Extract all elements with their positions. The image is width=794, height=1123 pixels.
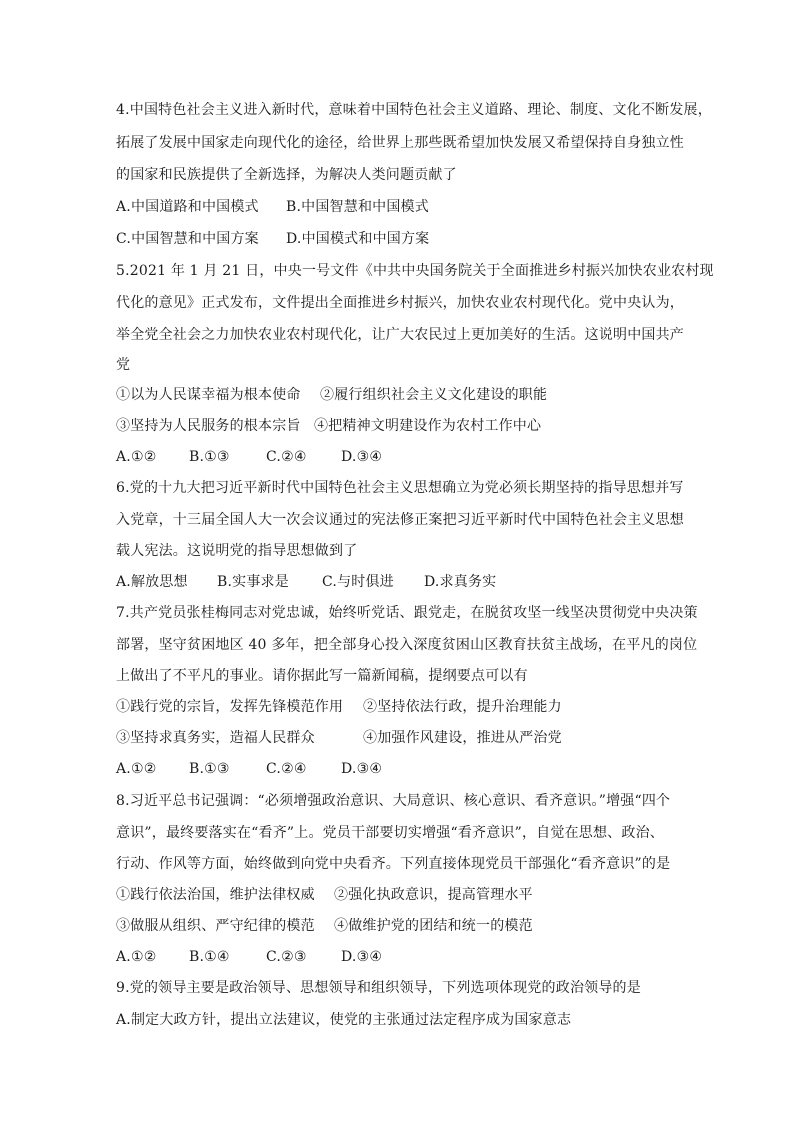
q4-stem-line-2: 拓展了发展中国家走向现代化的途径，给世界上那些既希望加快发展又希望保持自身独立性 [116, 135, 684, 151]
q8-statement-3: ③做服从组织、严守纪律的模范 [116, 918, 315, 934]
q5-option-b: B.①③ [189, 449, 230, 465]
q6-option-d: D.求真务实 [424, 574, 497, 590]
q7-option-c: C.②④ [266, 761, 307, 777]
q5-statement-3: ③坚持为人民服务的根本宗旨 [116, 418, 301, 434]
q7-option-b: B.①③ [189, 761, 230, 777]
q7-statement-2: ②坚持依法行政，提升治理能力 [363, 699, 562, 715]
q8-stem-line-3: 行动、作风等方面，始终做到向党中央看齐。下列直接体现党员干部强化“看齐意识”的是 [116, 856, 671, 872]
q4-stem-line-1: 4.中国特色社会主义进入新时代，意味着中国特色社会主义道路、理论、制度、文化不断发展， [116, 102, 712, 118]
q8-statement-4: ④做维护党的团结和统一的模范 [334, 918, 533, 934]
q7-statement-3: ③坚持求真务实，造福人民群众 [116, 730, 315, 746]
q5-option-d: D.③④ [341, 449, 383, 465]
q4-stem-line-3: 的国家和民族提供了全新选择，为解决人类问题贡献了 [116, 167, 457, 183]
q5-stem-line-3: 举全党全社会之力加快农业农村现代化，让广大农民过上更加美好的生活。这说明中国共产 [116, 327, 684, 343]
q7-stem-line-3: 上做出了不平凡的事业。请你据此写一篇新闻稿，提纲要点可以有 [116, 668, 528, 684]
q5-option-a: A.①② [116, 449, 157, 465]
q5-stem-line-4: 党 [116, 357, 131, 373]
q6-stem-line-3: 载人宪法。这说明党的指导思想做到了 [116, 543, 358, 559]
q4-option-d: D.中国模式和中国方案 [286, 231, 430, 247]
q8-statement-1: ①践行依法治国，维护法律权威 [116, 887, 315, 903]
q6-stem-line-2: 入党章，十三届全国人大一次会议通过的宪法修正案把习近平新时代中国特色社会主义思想 [116, 512, 684, 528]
q9-option-a: A.制定大政方针，提出立法建议，使党的主张通过法定程序成为国家意志 [116, 1012, 572, 1028]
q8-option-d: D.③④ [341, 949, 383, 965]
q6-option-a: A.解放思想 [116, 574, 188, 590]
q5-stem-line-2: 代化的意见》正式发布，文件提出全面推进乡村振兴，加快农业农村现代化。党中央认为， [116, 295, 684, 311]
q8-stem-line-1: 8.习近平总书记强调：“必须增强政治意识、大局意识、核心意识、看齐意识。”增强“四个 [116, 793, 671, 809]
q5-stem-line-1: 5.2021 年 1 月 21 日，中央一号文件《中共中央国务院关于全面推进乡村振兴加快农业农村现 [116, 263, 714, 279]
q7-statement-4: ④加强作风建设，推进从严治党 [363, 730, 562, 746]
q7-statement-1: ①践行党的宗旨，发挥先锋模范作用 [116, 699, 344, 715]
q8-option-b: B.①④ [189, 949, 230, 965]
q8-statement-2: ②强化执政意识，提高管理水平 [334, 887, 533, 903]
q8-option-c: C.②③ [266, 949, 307, 965]
q7-option-a: A.①② [116, 761, 157, 777]
q7-stem-line-2: 部署，坚守贫困地区 40 多年，把全部身心投入深度贫困山区教育扶贫主战场，在平凡的岗位 [116, 637, 698, 653]
q4-option-c: C.中国智慧和中国方案 [116, 231, 259, 247]
q4-option-a: A.中国道路和中国模式 [116, 199, 259, 215]
q5-statement-2: ②履行组织社会主义文化建设的职能 [320, 387, 548, 403]
q5-statement-1: ①以为人民谋幸福为根本使命 [116, 387, 301, 403]
q7-stem-line-1: 7.共产党员张桂梅同志对党忠诚，始终听党话、跟党走，在脱贫攻坚一线坚决贯彻党中央决策 [116, 605, 698, 621]
q5-statement-4: ④把精神文明建设作为农村工作中心 [314, 418, 542, 434]
q9-stem-line-1: 9.党的领导主要是政治领导、思想领导和组织领导，下列选项体现党的政治领导的是 [116, 980, 641, 996]
q6-option-c: C.与时俱进 [322, 574, 394, 590]
q8-stem-line-2: 意识”，最终要落实在“看齐”上。党员干部要切实增强“看齐意识”，自觉在思想、政治、 [116, 825, 664, 841]
q6-option-b: B.实事求是 [217, 574, 289, 590]
q4-option-b: B.中国智慧和中国模式 [286, 199, 429, 215]
q7-option-d: D.③④ [341, 761, 383, 777]
q8-option-a: A.①② [116, 949, 157, 965]
q5-option-c: C.②④ [266, 449, 307, 465]
q6-stem-line-1: 6.党的十九大把习近平新时代中国特色社会主义思想确立为党必须长期坚持的指导思想并写 [116, 480, 684, 496]
